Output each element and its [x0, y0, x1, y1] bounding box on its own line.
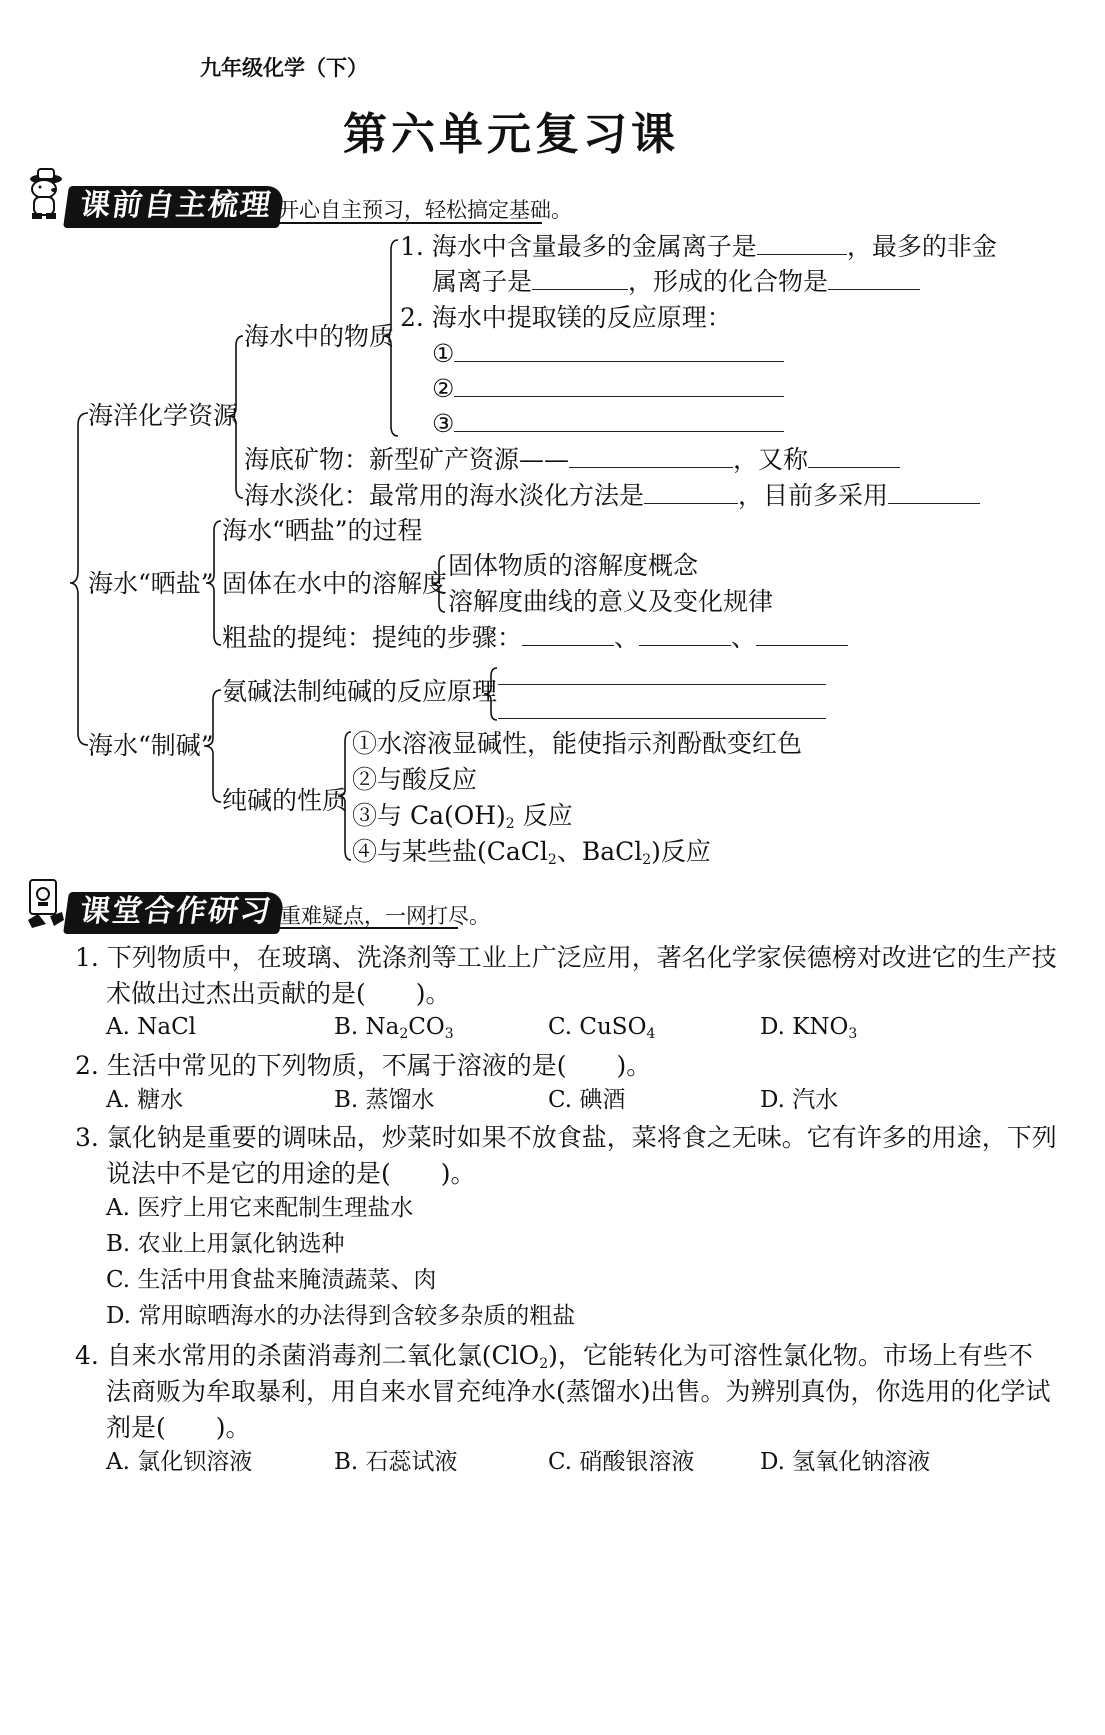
- section2-rule: [262, 927, 458, 929]
- sol-curve: 溶解度曲线的意义及变化规律: [448, 587, 774, 616]
- ocean-brace: [228, 336, 244, 498]
- q4-option-b[interactable]: B. 石蕊试液: [334, 1449, 458, 1475]
- ocean-resources-label: 海洋化学资源: [88, 401, 239, 430]
- mg-step2: ②: [432, 373, 784, 405]
- q3-option-d[interactable]: D. 常用晾晒海水的办法得到含较多杂质的粗盐: [106, 1303, 576, 1329]
- mg-step3: ③: [432, 408, 784, 440]
- q1-option-c[interactable]: C. CuSO$_4$: [548, 1014, 656, 1042]
- item1-line2: 属离子是 ，形成的化合物是: [432, 266, 920, 298]
- prop4: ④与某些盐(CaCl$_2$、BaCl$_2$)反应: [352, 837, 711, 868]
- blank-desal-current[interactable]: [888, 481, 980, 504]
- desal-line: 海水淡化：最常用的海水淡化方法是 ，目前多采用: [244, 480, 980, 512]
- sun-salt-label: 海水“晒盐”: [88, 569, 214, 598]
- ammonia-brace: [484, 668, 498, 720]
- ammonia-label: 氨碱法制纯碱的反应原理: [222, 677, 498, 706]
- q4-line1: 4. 自来水常用的杀菌消毒剂二氧化氯(ClO$_2$)，它能转化为可溶性氯化物。市场上有些不: [75, 1341, 1033, 1372]
- q3-option-c[interactable]: C. 生活中用食盐来腌渍蔬菜、肉: [106, 1267, 437, 1293]
- blank-metal-ion[interactable]: [757, 232, 847, 255]
- q3-line1: 3. 氯化钠是重要的调味品，炒菜时如果不放食盐，菜将食之无味。它有许多的用途，下列: [75, 1123, 1057, 1152]
- blank-purify-1[interactable]: [522, 623, 614, 646]
- blank-mg-step3[interactable]: [454, 409, 784, 432]
- q2-option-d[interactable]: D. 汽水: [760, 1087, 839, 1113]
- blank-desal-method[interactable]: [644, 481, 738, 504]
- book-label: 九年级化学（下）: [200, 56, 368, 80]
- section2-subtitle: 重难疑点，一网打尽。: [280, 904, 490, 928]
- sea-substances-label: 海水中的物质: [244, 322, 395, 351]
- prop2: ②与酸反应: [352, 765, 478, 794]
- q4-line2: 法商贩为牟取暴利，用自来水冒充纯净水(蒸馏水)出售。为辨别真伪，你选用的化学试: [106, 1377, 1051, 1406]
- prop3: ③与 $Ca(OH)_2$ 反应: [352, 801, 573, 832]
- q1-line1: 1. 下列物质中，在玻璃、洗涤剂等工业上广泛应用，著名化学家侯德榜对改进它的生产技: [75, 943, 1057, 972]
- item1-line1: 1. 海水中含量最多的金属离子是 ，最多的非金: [400, 232, 997, 261]
- q4-option-a[interactable]: A. 氯化钡溶液: [106, 1449, 253, 1475]
- prop1: ①水溶液显碱性，能使指示剂酚酞变红色: [352, 729, 803, 758]
- q4-option-d[interactable]: D. 氢氧化钠溶液: [760, 1449, 931, 1475]
- q3-line2: 说法中不是它的用途的是( )。: [106, 1159, 476, 1188]
- soda-props-label: 纯碱的性质: [222, 786, 348, 815]
- q1-option-b[interactable]: B. $Na_2CO_3$: [334, 1014, 454, 1042]
- q4-option-c[interactable]: C. 硝酸银溶液: [548, 1449, 695, 1475]
- props-brace: [338, 732, 352, 860]
- q1-line2: 术做出过杰出贡献的是( )。: [106, 979, 451, 1008]
- q2-option-b[interactable]: B. 蒸馏水: [334, 1087, 435, 1113]
- q1-option-d[interactable]: D. $KNO_3$: [760, 1014, 858, 1042]
- section1-title: 课前自主梳理: [63, 186, 285, 228]
- blank-compound[interactable]: [828, 267, 920, 290]
- q3-option-a[interactable]: A. 医疗上用它来配制生理盐水: [106, 1195, 414, 1221]
- sol-concept: 固体物质的溶解度概念: [448, 551, 699, 580]
- blank-mg-step2[interactable]: [454, 374, 784, 397]
- solubility-brace: [432, 556, 446, 612]
- sun-process: 海水“晒盐”的过程: [222, 516, 423, 545]
- blank-seabed-alias[interactable]: [808, 445, 900, 468]
- page-title: 第六单元复习课: [343, 109, 679, 160]
- seabed-line: 海底矿物：新型矿产资源—— ，又称: [244, 444, 900, 476]
- q3-option-b[interactable]: B. 农业上用氯化钠选种: [106, 1231, 345, 1257]
- mg-step1: ①: [432, 338, 784, 370]
- solubility-label: 固体在水中的溶解度: [222, 569, 448, 598]
- q2-line1: 2. 生活中常见的下列物质，不属于溶液的是( )。: [75, 1051, 652, 1080]
- purify-line: 粗盐的提纯：提纯的步骤： 、 、: [222, 622, 848, 654]
- mascot-icon: [22, 165, 66, 221]
- blank-ammonia-2[interactable]: [498, 718, 826, 719]
- blank-purify-3[interactable]: [756, 623, 848, 646]
- q1-option-a[interactable]: A. NaCl: [106, 1014, 197, 1040]
- blank-ammonia-1[interactable]: [498, 684, 826, 685]
- notebook-icon: [24, 876, 68, 930]
- blank-mg-step1[interactable]: [454, 339, 784, 362]
- section2-title: 课堂合作研习: [63, 892, 285, 934]
- blank-purify-2[interactable]: [639, 623, 731, 646]
- q2-option-c[interactable]: C. 碘酒: [548, 1087, 626, 1113]
- main-brace: [70, 413, 90, 745]
- section1-subtitle: 开心自主预习，轻松搞定基础。: [278, 198, 572, 222]
- substances-brace: [383, 240, 399, 436]
- blank-nonmetal-ion[interactable]: [532, 267, 628, 290]
- item2-line: 2. 海水中提取镁的反应原理：: [400, 303, 732, 332]
- q2-option-a[interactable]: A. 糖水: [106, 1087, 184, 1113]
- q4-line3: 剂是( )。: [106, 1413, 251, 1442]
- sun-salt-brace: [206, 521, 222, 645]
- section1-rule: [262, 222, 542, 224]
- soda-brace: [204, 690, 222, 802]
- blank-seabed-resource[interactable]: [569, 445, 733, 468]
- soda-label: 海水“制碱”: [88, 731, 214, 760]
